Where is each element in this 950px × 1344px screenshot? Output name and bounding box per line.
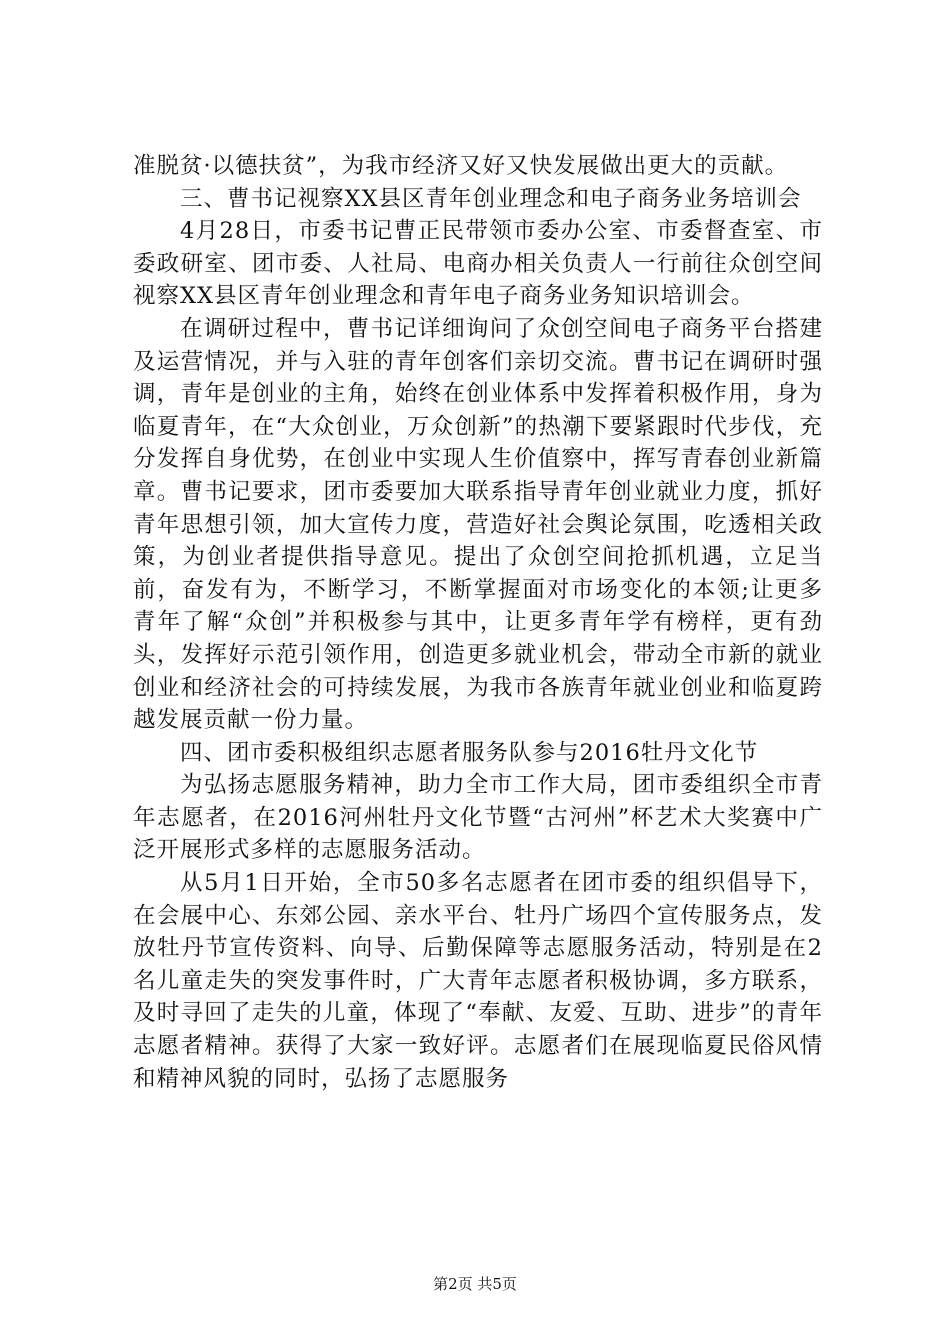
paragraph: 为弘扬志愿服务精神，助力全市工作大局，团市委组织全市青年志愿者，在2016河州牡丹文化节暨“古河州”杯艺术大奖赛中广泛开展形式多样的志愿服务活动。 (133, 772, 823, 864)
paragraph: 在调研过程中，曹书记详细询问了众创空间电子商务平台搭建及运营情况，并与入驻的青年创客们亲切交流。曹书记在调研时强调，青年是创业的主角，始终在创业体系中发挥着积极作用，身为临夏青年，在“大众创业，万众创新”的热潮下要紧跟时代步伐，充分发挥自身优势，在创业中实现人生价值察中，挥写青春创业新篇章。曹书记要求，团市委要加大联系指导青年创业就业力度，抓好青年思想引领，加大宣传力度，营造好社会舆论氛围，吃透相关政策，为创业者提供指导意见。提出了众创空间抢抓机遇，立足当前，奋发有为，不断学习，不断掌握面对市场变化的本领;让更多青年了解“众创”并积极参与其中，让更多青年学有榜样，更有劲头，发挥好示范引领作用，创造更多就业机会，带动全市新的就业创业和经济社会的可持续发展，为我市各族青年就业创业和临夏跨越发展贡献一份力量。 (133, 315, 823, 734)
section-heading: 三、曹书记视察XX县区青年创业理念和电子商务业务培训会 (180, 185, 802, 212)
paragraph: 准脱贫·以德扶贫”，为我市经济又好又快发展做出更大的贡献。 (133, 153, 789, 179)
section-heading: 四、团市委积极组织志愿者服务队参与2016牡丹文化节 (180, 739, 759, 766)
paragraph: 4月28日，市委书记曹正民带领市委办公室、市委督查室、市委政研室、团市委、人社局、电商办相关负责人一行前往众创空间视察XX县区青年创业理念和青年电子商务业务知识培训会。 (133, 218, 823, 310)
page-number: 第2页 共5页 (433, 1275, 517, 1293)
paragraph: 从5月1日开始，全市50多名志愿者在团市委的组织倡导下，在会展中心、东郊公园、亲水平台、牡丹广场四个宣传服务点，发放牡丹节宣传资料、向导、后勤保障等志愿服务活动，特别是在2名儿童走失的突发事件时，广大青年志愿者积极协调，多方联系，及时寻回了走失的儿童，体现了“奉献、友爱、互助、进步”的青年志愿者精神。获得了大家一致好评。志愿者们在展现临夏民俗风情和精神风貌的同时，弘扬了志愿服务 (133, 870, 823, 1092)
document-body (133, 150, 823, 1095)
